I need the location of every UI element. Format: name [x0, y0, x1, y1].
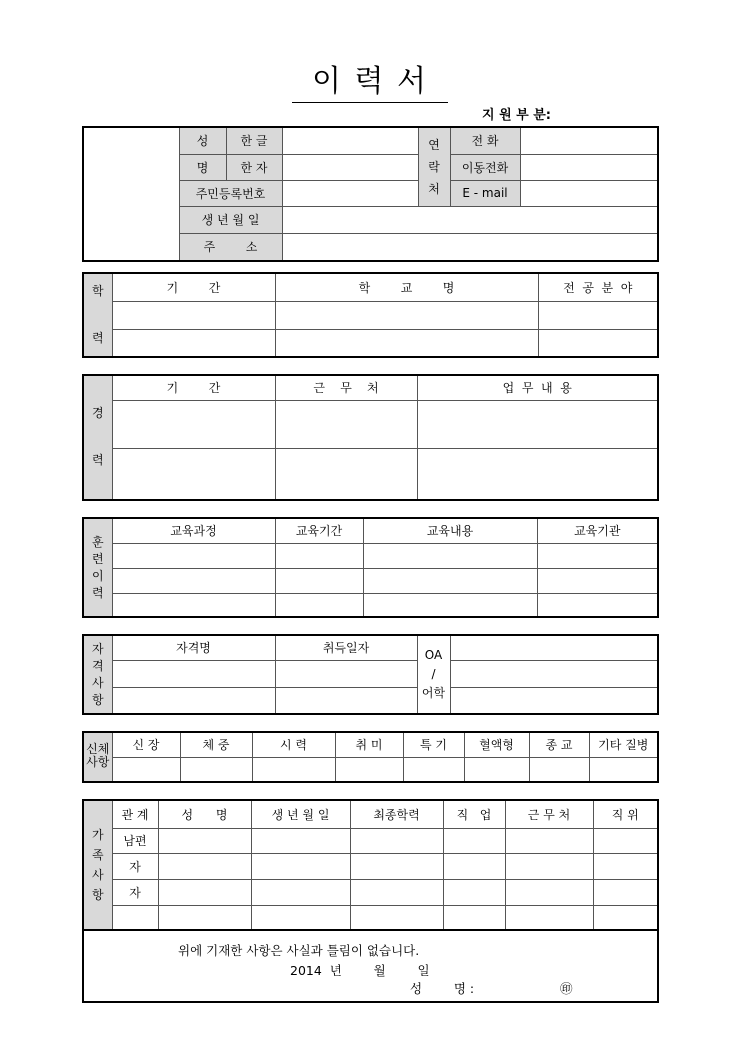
family-cell[interactable]	[593, 879, 658, 905]
family-table	[82, 799, 659, 931]
name-label-2: 명	[179, 154, 226, 180]
address-label: 주 소	[179, 233, 282, 261]
hanja-label: 한 자	[226, 154, 282, 180]
family-relation-child: 자	[112, 879, 158, 905]
career-cell[interactable]	[417, 448, 658, 500]
document-title: 이 력 서	[0, 56, 740, 103]
family-cell[interactable]	[251, 905, 350, 930]
education-cell[interactable]	[275, 329, 538, 357]
training-header-period: 교육기간	[275, 518, 363, 543]
training-header-content: 교육내용	[363, 518, 537, 543]
resident-number-field[interactable]	[282, 180, 418, 206]
family-cell[interactable]	[505, 879, 593, 905]
physical-header-height: 신 장	[112, 732, 180, 757]
family-relation-child: 자	[112, 853, 158, 879]
family-cell[interactable]	[593, 853, 658, 879]
hangul-name-field[interactable]	[282, 127, 418, 154]
resident-number-label: 주민등록번호	[179, 180, 282, 206]
qualification-header-date: 취득일자	[275, 635, 417, 660]
oa-language-cell[interactable]	[450, 660, 658, 687]
career-cell[interactable]	[275, 400, 417, 448]
qualification-header-name: 자격명	[112, 635, 275, 660]
family-cell[interactable]	[505, 905, 593, 930]
family-cell[interactable]	[443, 905, 505, 930]
physical-cell[interactable]	[589, 757, 658, 782]
training-cell[interactable]	[275, 543, 363, 568]
photo-box[interactable]	[83, 127, 179, 261]
family-cell[interactable]	[443, 828, 505, 853]
education-header-period: 기 간	[112, 273, 275, 301]
family-header-workplace: 근 무 처	[505, 800, 593, 828]
training-header-institution: 교육기관	[537, 518, 658, 543]
education-cell[interactable]	[112, 329, 275, 357]
physical-header-skill: 특 기	[403, 732, 464, 757]
physical-cell[interactable]	[335, 757, 403, 782]
family-cell[interactable]	[350, 879, 443, 905]
application-field-label: 지 원 부 분:	[482, 108, 552, 123]
qualification-cell[interactable]	[275, 660, 417, 687]
training-cell[interactable]	[363, 543, 537, 568]
physical-header-disease: 기타 질병	[589, 732, 658, 757]
physical-header-blood-type: 혈액형	[464, 732, 529, 757]
birth-date-label: 생 년 월 일	[179, 206, 282, 233]
family-cell[interactable]	[593, 828, 658, 853]
seal-icon[interactable]: ㊞	[560, 981, 573, 996]
career-cell[interactable]	[112, 400, 275, 448]
hanja-name-field[interactable]	[282, 154, 418, 180]
family-cell[interactable]	[443, 879, 505, 905]
physical-header-religion: 종 교	[529, 732, 589, 757]
mobile-label: 이동전화	[450, 154, 520, 180]
mobile-field[interactable]	[520, 154, 658, 180]
family-header-birth: 생 년 월 일	[251, 800, 350, 828]
family-header-relation: 관 계	[112, 800, 158, 828]
training-cell[interactable]	[363, 593, 537, 617]
training-cell[interactable]	[275, 568, 363, 593]
physical-table	[82, 731, 659, 783]
training-cell[interactable]	[112, 543, 275, 568]
training-cell[interactable]	[537, 593, 658, 617]
education-table	[82, 272, 659, 358]
family-cell[interactable]	[505, 853, 593, 879]
physical-header-eyesight: 시 력	[252, 732, 335, 757]
training-cell[interactable]	[363, 568, 537, 593]
qualification-cell[interactable]	[112, 660, 275, 687]
physical-side-label: 신체 사항	[83, 732, 112, 782]
family-header-education: 최종학력	[350, 800, 443, 828]
qualification-side-label: 자 격 사 항	[83, 635, 112, 714]
physical-cell[interactable]	[464, 757, 529, 782]
hangul-label: 한 글	[226, 127, 282, 154]
career-header-period: 기 간	[112, 375, 275, 400]
training-cell[interactable]	[112, 593, 275, 617]
physical-cell[interactable]	[180, 757, 252, 782]
education-cell[interactable]	[538, 301, 658, 329]
family-cell[interactable]	[158, 905, 251, 930]
family-cell[interactable]	[158, 853, 251, 879]
email-label: E - mail	[450, 180, 520, 206]
birth-date-field[interactable]	[282, 206, 658, 233]
family-cell[interactable]	[350, 853, 443, 879]
email-field[interactable]	[520, 180, 658, 206]
qualification-cell[interactable]	[112, 687, 275, 714]
family-cell[interactable]	[251, 828, 350, 853]
education-header-school: 학 교 명	[275, 273, 538, 301]
training-cell[interactable]	[112, 568, 275, 593]
education-cell[interactable]	[275, 301, 538, 329]
phone-label: 전 화	[450, 127, 520, 154]
family-cell[interactable]	[505, 828, 593, 853]
declaration-box	[82, 929, 659, 1003]
career-cell[interactable]	[417, 400, 658, 448]
family-cell[interactable]	[593, 905, 658, 930]
family-side-label: 가 족 사 항	[83, 800, 112, 930]
declaration-date: 2014 년 월 일	[290, 963, 430, 978]
physical-cell[interactable]	[252, 757, 335, 782]
family-cell[interactable]	[158, 828, 251, 853]
career-table	[82, 374, 659, 501]
physical-cell[interactable]	[403, 757, 464, 782]
family-cell[interactable]	[158, 879, 251, 905]
training-cell[interactable]	[275, 593, 363, 617]
oa-language-label: OA / 어학	[417, 635, 450, 714]
physical-cell[interactable]	[112, 757, 180, 782]
family-cell[interactable]	[251, 879, 350, 905]
address-field[interactable]	[282, 233, 658, 261]
education-header-major: 전 공 분 야	[538, 273, 658, 301]
career-cell[interactable]	[275, 448, 417, 500]
career-cell[interactable]	[112, 448, 275, 500]
personal-info-table	[82, 126, 659, 262]
qualification-table	[82, 634, 659, 715]
training-cell[interactable]	[537, 543, 658, 568]
family-header-position: 직 위	[593, 800, 658, 828]
education-cell[interactable]	[112, 301, 275, 329]
training-side-label: 훈 련 이 력	[83, 518, 112, 617]
education-cell[interactable]	[538, 329, 658, 357]
career-header-duties: 업 무 내 용	[417, 375, 658, 400]
oa-language-cell[interactable]	[450, 635, 658, 660]
training-header-course: 교육과정	[112, 518, 275, 543]
career-side-label: 경 력	[83, 375, 112, 500]
family-cell[interactable]	[251, 853, 350, 879]
family-cell[interactable]	[350, 828, 443, 853]
training-table	[82, 517, 659, 618]
family-header-name: 성 명	[158, 800, 251, 828]
education-side-label: 학 력	[83, 273, 112, 357]
family-relation-husband: 남편	[112, 828, 158, 853]
family-relation-empty[interactable]	[112, 905, 158, 930]
family-header-job: 직 업	[443, 800, 505, 828]
declaration-statement: 위에 기재한 사항은 사실과 틀림이 없습니다.	[178, 943, 420, 958]
family-cell[interactable]	[350, 905, 443, 930]
career-header-workplace: 근 무 처	[275, 375, 417, 400]
signature-label: 성 명 :	[410, 981, 475, 996]
qualification-cell[interactable]	[275, 687, 417, 714]
physical-header-hobby: 취 미	[335, 732, 403, 757]
phone-field[interactable]	[520, 127, 658, 154]
physical-cell[interactable]	[529, 757, 589, 782]
training-cell[interactable]	[537, 568, 658, 593]
physical-header-weight: 체 중	[180, 732, 252, 757]
contact-label: 연 락 처	[418, 127, 450, 206]
oa-language-cell[interactable]	[450, 687, 658, 714]
family-cell[interactable]	[443, 853, 505, 879]
name-label: 성	[179, 127, 226, 154]
